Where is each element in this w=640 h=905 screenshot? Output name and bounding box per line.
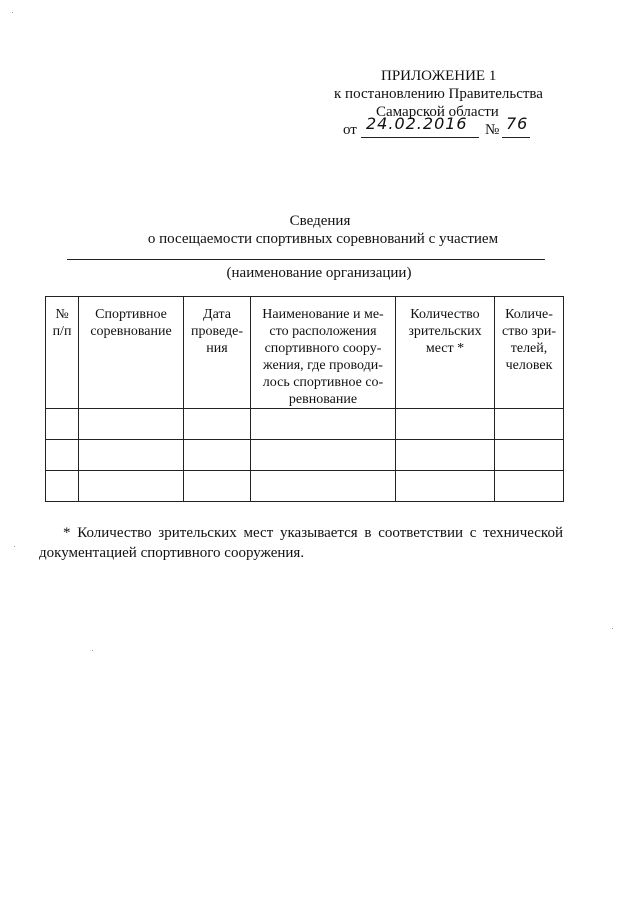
table-cell bbox=[79, 471, 184, 502]
scan-speck bbox=[14, 546, 15, 547]
scan-speck bbox=[92, 650, 93, 651]
footnote-line-1: * Количество зрительских мест указывается в соответствии с технической bbox=[63, 525, 563, 541]
footnote-line-2: документацией спортивного сооружения. bbox=[39, 545, 305, 561]
table-header-row bbox=[46, 297, 564, 409]
appendix-from-label: от bbox=[343, 122, 357, 138]
attendance-table bbox=[45, 296, 564, 502]
scan-speck bbox=[12, 12, 13, 13]
table-cell bbox=[46, 471, 79, 502]
appendix-region-line: Самарской области bbox=[376, 104, 499, 120]
footnote bbox=[39, 523, 563, 563]
column-header-col-seats: Количество зрительских мест * bbox=[396, 297, 495, 409]
number-underline bbox=[502, 137, 530, 138]
handwritten-number: 76 bbox=[506, 114, 529, 133]
organization-name-caption: (наименование организации) bbox=[226, 265, 412, 281]
table-cell bbox=[184, 440, 251, 471]
table-cell bbox=[46, 409, 79, 440]
table-cell bbox=[251, 471, 396, 502]
table-cell bbox=[396, 471, 495, 502]
table-cell bbox=[495, 440, 564, 471]
table-cell bbox=[396, 409, 495, 440]
organization-name-line bbox=[67, 259, 545, 260]
table-cell bbox=[251, 409, 396, 440]
table-row bbox=[46, 409, 564, 440]
table-cell bbox=[46, 440, 79, 471]
document-title: Сведения bbox=[289, 213, 351, 229]
appendix-title: ПРИЛОЖЕНИЕ 1 bbox=[381, 68, 497, 84]
appendix-number-label: № bbox=[485, 122, 500, 138]
table-cell bbox=[79, 409, 184, 440]
date-underline bbox=[361, 137, 479, 138]
table-cell bbox=[184, 471, 251, 502]
table-body bbox=[46, 409, 564, 502]
column-header-col-date: Дата проведе- ния bbox=[184, 297, 251, 409]
table-cell bbox=[396, 440, 495, 471]
table-cell bbox=[495, 409, 564, 440]
column-header-col-number: № п/п bbox=[46, 297, 79, 409]
document-subtitle: о посещаемости спортивных соревнований с участием bbox=[147, 231, 499, 247]
table-cell bbox=[184, 409, 251, 440]
table-cell bbox=[495, 471, 564, 502]
appendix-decree-line: к постановлению Правительства bbox=[334, 86, 543, 102]
scan-speck bbox=[612, 628, 613, 629]
column-header-col-spectators: Количе- ство зри- телей, человек bbox=[495, 297, 564, 409]
table-cell bbox=[79, 440, 184, 471]
table-cell bbox=[251, 440, 396, 471]
column-header-col-competition: Спортивное соревнование bbox=[79, 297, 184, 409]
handwritten-date: 24.02.2016 bbox=[366, 114, 468, 133]
table-row bbox=[46, 440, 564, 471]
table-row bbox=[46, 471, 564, 502]
column-header-col-venue: Наименование и ме- сто расположения спортивного соору- жения, где проводи- лось спортивное со- ревнование bbox=[251, 297, 396, 409]
